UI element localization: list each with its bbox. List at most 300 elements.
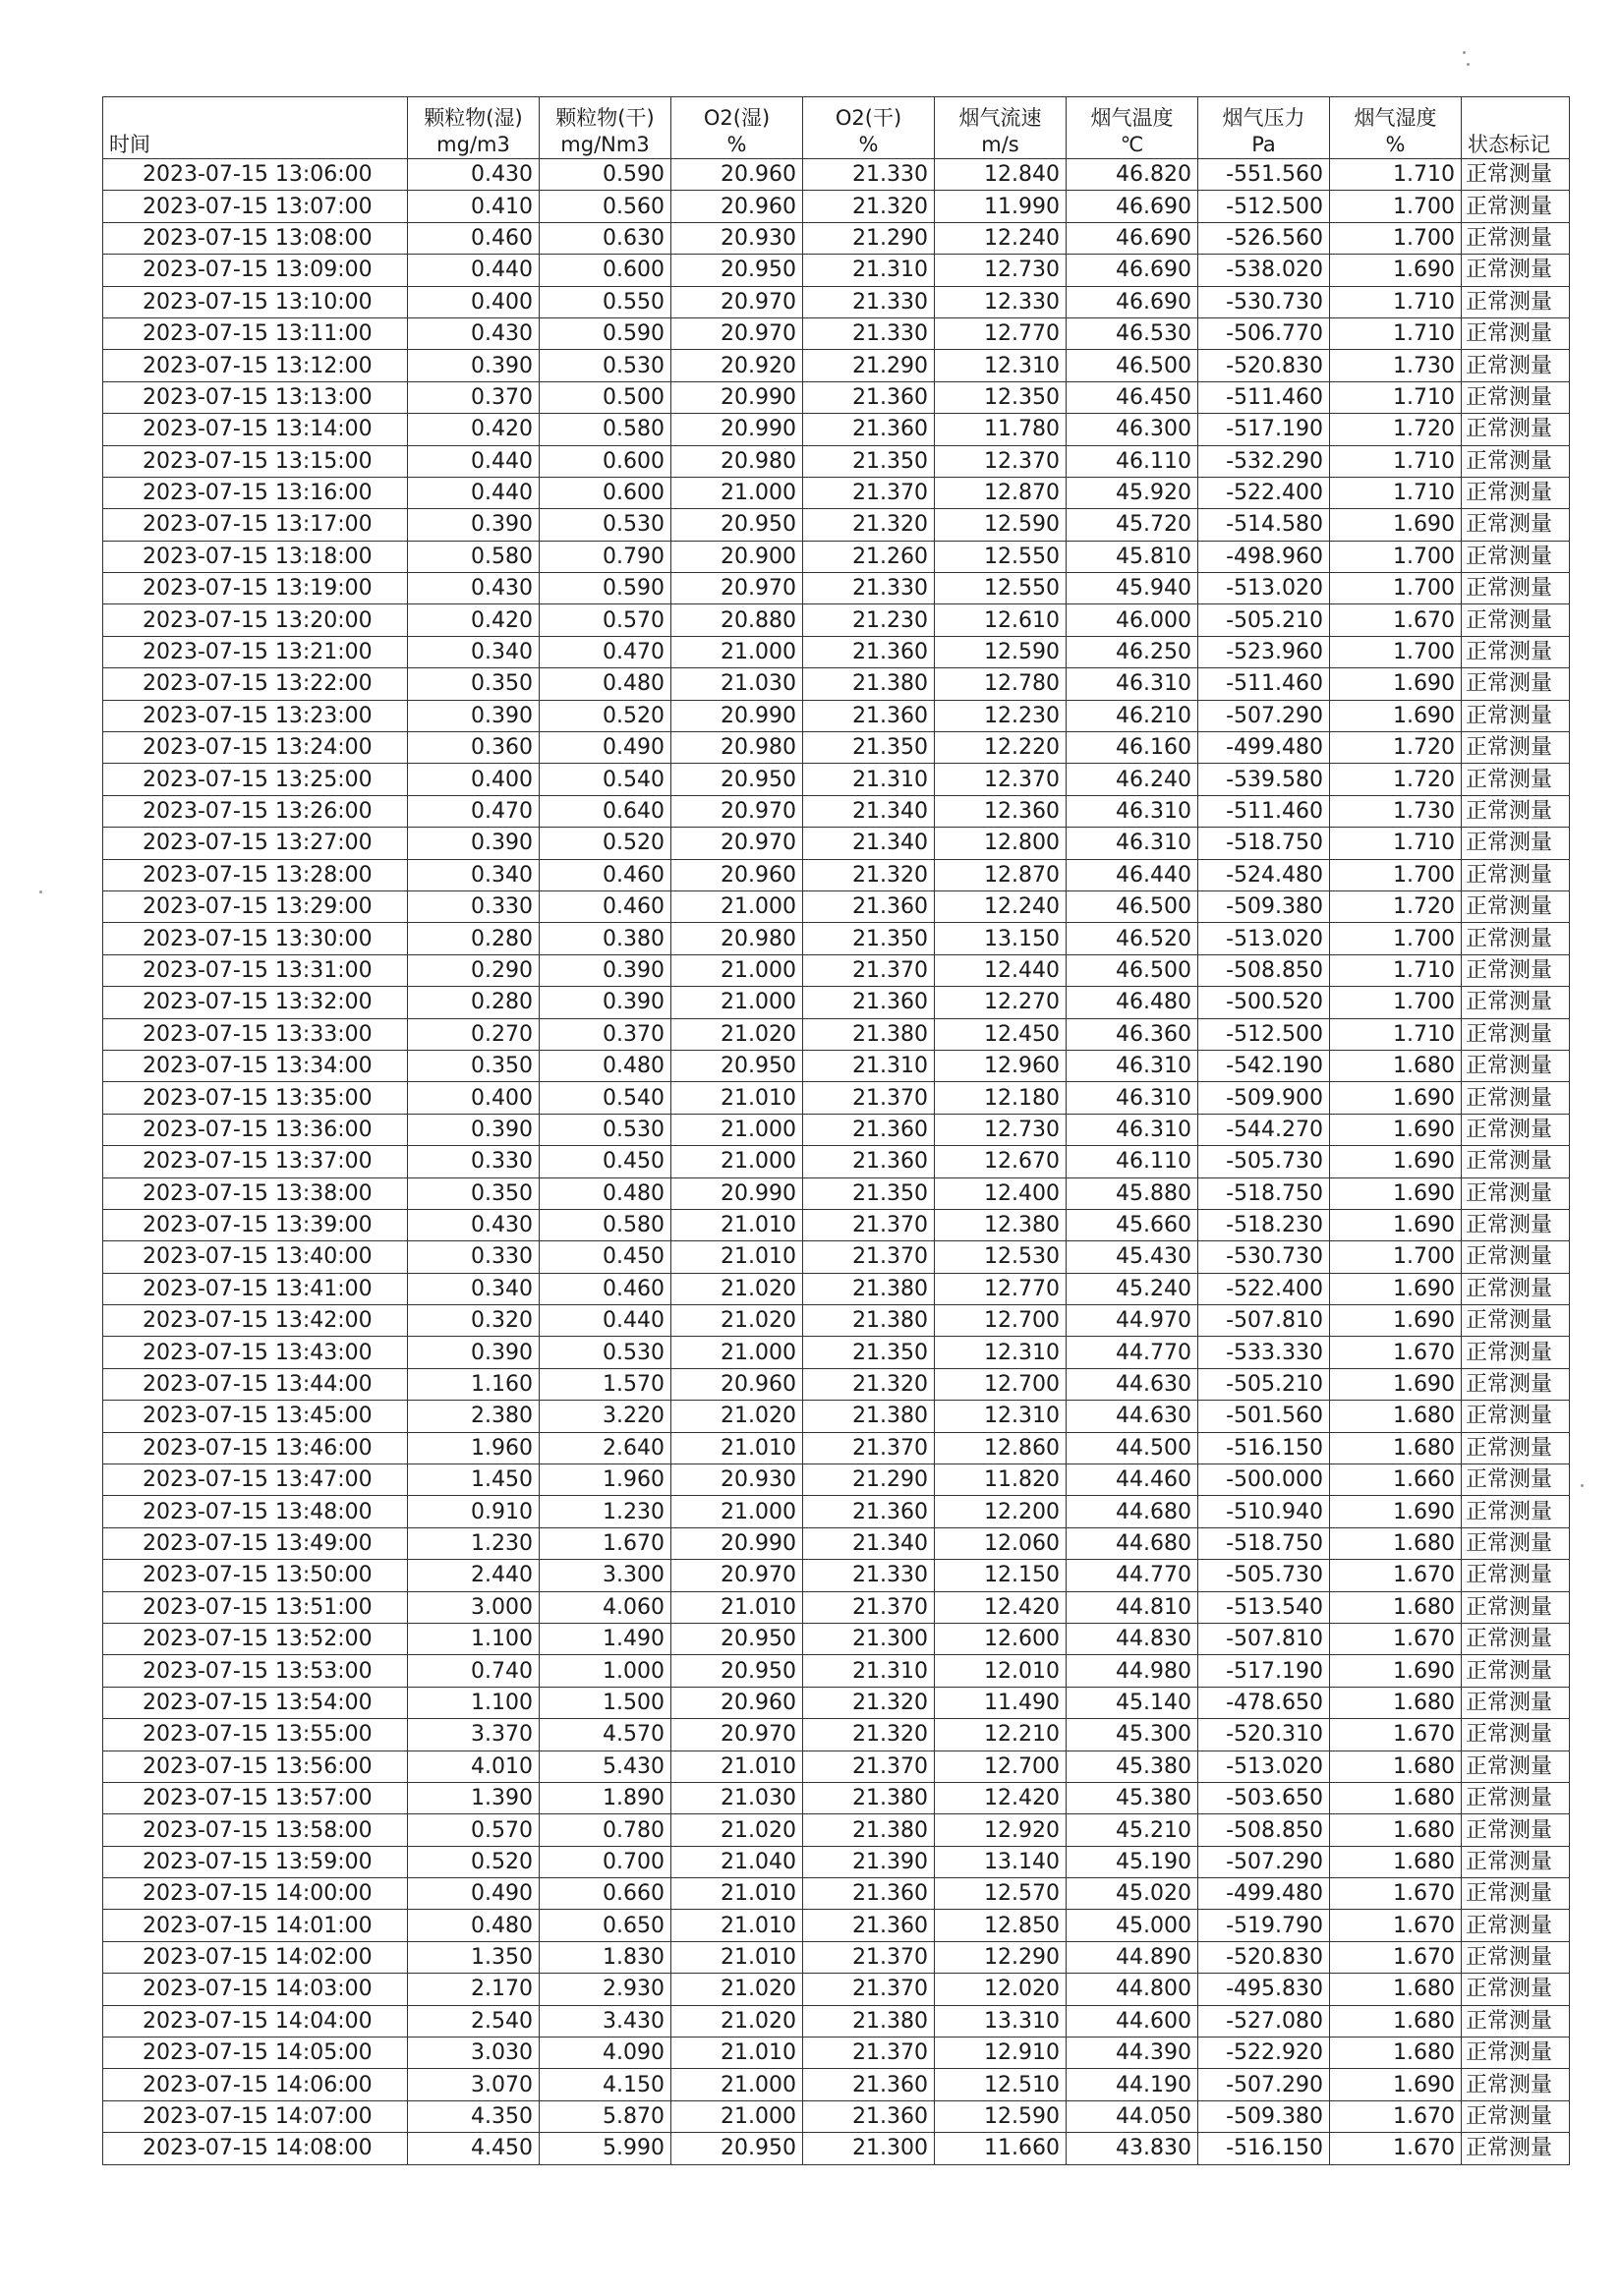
value-cell: 21.000: [671, 2069, 803, 2100]
value-cell: 20.950: [671, 1623, 803, 1654]
value-cell: 21.010: [671, 1751, 803, 1782]
status-cell: 正常测量: [1462, 2038, 1570, 2069]
value-cell: 20.930: [671, 222, 803, 254]
value-cell: 21.360: [803, 987, 935, 1018]
value-cell: 21.380: [803, 1814, 935, 1846]
value-cell: -518.750: [1198, 1527, 1330, 1559]
scan-speck: [1463, 51, 1466, 54]
table-row: [103, 764, 1570, 795]
value-cell: 12.240: [935, 222, 1067, 254]
status-cell: 正常测量: [1462, 1432, 1570, 1464]
value-cell: 0.400: [408, 1082, 540, 1114]
value-cell: 1.680: [1330, 1751, 1462, 1782]
value-cell: 21.000: [671, 954, 803, 986]
table-row: [103, 1655, 1570, 1687]
table-row: [103, 2038, 1570, 2069]
value-cell: -542.190: [1198, 1050, 1330, 1081]
value-cell: 46.250: [1067, 636, 1198, 667]
value-cell: -495.830: [1198, 1974, 1330, 2005]
value-cell: 0.460: [540, 890, 671, 922]
value-cell: 46.310: [1067, 668, 1198, 700]
table-row: [103, 828, 1570, 859]
value-cell: 45.940: [1067, 573, 1198, 604]
value-cell: -518.750: [1198, 1177, 1330, 1209]
value-cell: 45.140: [1067, 1687, 1198, 1718]
value-cell: 4.010: [408, 1751, 540, 1782]
value-cell: 4.350: [408, 2100, 540, 2132]
status-cell: 正常测量: [1462, 1018, 1570, 1050]
value-cell: -500.520: [1198, 987, 1330, 1018]
column-header-line2: %: [1385, 133, 1406, 156]
status-cell: 正常测量: [1462, 1401, 1570, 1432]
value-cell: -523.960: [1198, 636, 1330, 667]
status-cell: 正常测量: [1462, 1655, 1570, 1687]
value-cell: 12.350: [935, 381, 1067, 413]
status-cell: 正常测量: [1462, 2133, 1570, 2164]
status-cell: 正常测量: [1462, 2100, 1570, 2132]
value-cell: 1.680: [1330, 1591, 1462, 1623]
value-cell: 46.690: [1067, 222, 1198, 254]
value-cell: 21.360: [803, 381, 935, 413]
value-cell: -511.460: [1198, 795, 1330, 827]
table-row: [103, 159, 1570, 191]
value-cell: 0.590: [540, 573, 671, 604]
time-cell: 2023-07-15 14:05:00: [103, 2038, 408, 2069]
time-cell: 2023-07-15 13:55:00: [103, 1719, 408, 1751]
value-cell: -507.810: [1198, 1623, 1330, 1654]
column-header-line2: Pa: [1251, 133, 1276, 156]
value-cell: 1.350: [408, 1941, 540, 1973]
table-row: [103, 1719, 1570, 1751]
value-cell: 1.700: [1330, 541, 1462, 572]
value-cell: 46.820: [1067, 159, 1198, 191]
time-cell: 2023-07-15 13:24:00: [103, 732, 408, 764]
value-cell: 21.010: [671, 1082, 803, 1114]
value-cell: 0.580: [540, 414, 671, 445]
value-cell: 20.990: [671, 414, 803, 445]
value-cell: 45.430: [1067, 1241, 1198, 1273]
value-cell: -544.270: [1198, 1114, 1330, 1145]
status-cell: 正常测量: [1462, 1464, 1570, 1496]
table-row: [103, 509, 1570, 541]
value-cell: -478.650: [1198, 1687, 1330, 1718]
value-cell: 45.000: [1067, 1910, 1198, 1941]
table-row: [103, 1782, 1570, 1813]
value-cell: 1.710: [1330, 317, 1462, 349]
time-cell: 2023-07-15 13:43:00: [103, 1337, 408, 1368]
value-cell: 21.020: [671, 1273, 803, 1304]
value-cell: 13.310: [935, 2005, 1067, 2037]
time-cell: 2023-07-15 13:40:00: [103, 1241, 408, 1273]
value-cell: 44.680: [1067, 1527, 1198, 1559]
value-cell: 21.020: [671, 1401, 803, 1432]
table-row: [103, 1177, 1570, 1209]
table-row: [103, 2100, 1570, 2132]
value-cell: 1.700: [1330, 573, 1462, 604]
status-cell: 正常测量: [1462, 159, 1570, 191]
value-cell: 0.440: [408, 477, 540, 508]
value-cell: 20.950: [671, 255, 803, 286]
column-header: [1462, 97, 1570, 159]
value-cell: 1.680: [1330, 1814, 1462, 1846]
table-row: [103, 604, 1570, 636]
column-header-line1: 烟气温度: [1090, 106, 1174, 130]
value-cell: 21.010: [671, 1432, 803, 1464]
value-cell: -505.730: [1198, 1146, 1330, 1177]
status-cell: 正常测量: [1462, 795, 1570, 827]
value-cell: 0.520: [408, 1846, 540, 1877]
value-cell: 12.450: [935, 1018, 1067, 1050]
table-row: [103, 700, 1570, 731]
status-cell: 正常测量: [1462, 923, 1570, 954]
table-body: [103, 159, 1570, 2165]
value-cell: 0.580: [540, 1209, 671, 1240]
value-cell: 20.980: [671, 732, 803, 764]
value-cell: 0.390: [408, 509, 540, 541]
value-cell: -530.730: [1198, 286, 1330, 317]
value-cell: -512.500: [1198, 1018, 1330, 1050]
value-cell: 21.030: [671, 1782, 803, 1813]
table-row: [103, 414, 1570, 445]
status-cell: 正常测量: [1462, 1846, 1570, 1877]
value-cell: 12.590: [935, 509, 1067, 541]
value-cell: 1.160: [408, 1368, 540, 1400]
value-cell: 21.010: [671, 1941, 803, 1973]
value-cell: -503.650: [1198, 1782, 1330, 1813]
value-cell: 21.350: [803, 1337, 935, 1368]
time-cell: 2023-07-15 13:07:00: [103, 191, 408, 222]
value-cell: 12.370: [935, 764, 1067, 795]
value-cell: 12.230: [935, 700, 1067, 731]
value-cell: 46.690: [1067, 286, 1198, 317]
value-cell: 2.440: [408, 1560, 540, 1591]
column-header: [935, 97, 1067, 159]
value-cell: 21.290: [803, 350, 935, 381]
status-cell: 正常测量: [1462, 1050, 1570, 1081]
time-cell: 2023-07-15 14:03:00: [103, 1974, 408, 2005]
value-cell: -514.580: [1198, 509, 1330, 541]
value-cell: -508.850: [1198, 1814, 1330, 1846]
table-row: [103, 1846, 1570, 1877]
status-cell: 正常测量: [1462, 350, 1570, 381]
value-cell: -539.580: [1198, 764, 1330, 795]
value-cell: 0.420: [408, 414, 540, 445]
time-cell: 2023-07-15 14:06:00: [103, 2069, 408, 2100]
value-cell: 11.660: [935, 2133, 1067, 2164]
table-row: [103, 222, 1570, 254]
status-cell: 正常测量: [1462, 2069, 1570, 2100]
status-cell: 正常测量: [1462, 828, 1570, 859]
value-cell: 0.370: [540, 1018, 671, 1050]
time-cell: 2023-07-15 13:37:00: [103, 1146, 408, 1177]
value-cell: 1.730: [1330, 350, 1462, 381]
value-cell: 20.880: [671, 604, 803, 636]
value-cell: 46.500: [1067, 350, 1198, 381]
value-cell: 45.810: [1067, 541, 1198, 572]
value-cell: 43.830: [1067, 2133, 1198, 2164]
value-cell: 44.890: [1067, 1941, 1198, 1973]
value-cell: 0.490: [408, 1878, 540, 1910]
value-cell: 12.850: [935, 1910, 1067, 1941]
value-cell: 21.340: [803, 795, 935, 827]
status-cell: 正常测量: [1462, 191, 1570, 222]
value-cell: -509.900: [1198, 1082, 1330, 1114]
value-cell: 0.480: [408, 1910, 540, 1941]
value-cell: -516.150: [1198, 1432, 1330, 1464]
time-cell: 2023-07-15 13:16:00: [103, 477, 408, 508]
value-cell: 0.600: [540, 255, 671, 286]
value-cell: 46.500: [1067, 890, 1198, 922]
value-cell: 1.670: [540, 1527, 671, 1559]
time-cell: 2023-07-15 13:09:00: [103, 255, 408, 286]
column-header: [540, 97, 671, 159]
status-cell: 正常测量: [1462, 890, 1570, 922]
value-cell: -538.020: [1198, 255, 1330, 286]
value-cell: 12.700: [935, 1751, 1067, 1782]
value-cell: 21.330: [803, 286, 935, 317]
column-header-line2: %: [726, 133, 747, 156]
value-cell: -530.730: [1198, 1241, 1330, 1273]
column-header: [1067, 97, 1198, 159]
status-cell: 正常测量: [1462, 1974, 1570, 2005]
status-cell: 正常测量: [1462, 764, 1570, 795]
value-cell: 1.230: [540, 1496, 671, 1527]
value-cell: 0.660: [540, 1878, 671, 1910]
value-cell: 20.970: [671, 317, 803, 349]
value-cell: -512.500: [1198, 191, 1330, 222]
status-cell: 正常测量: [1462, 1177, 1570, 1209]
value-cell: 21.010: [671, 1209, 803, 1240]
value-cell: 21.360: [803, 890, 935, 922]
time-cell: 2023-07-15 13:30:00: [103, 923, 408, 954]
value-cell: 1.680: [1330, 1432, 1462, 1464]
value-cell: 12.310: [935, 1401, 1067, 1432]
value-cell: 21.380: [803, 668, 935, 700]
value-cell: 20.950: [671, 1050, 803, 1081]
time-cell: 2023-07-15 14:01:00: [103, 1910, 408, 1941]
value-cell: 45.020: [1067, 1878, 1198, 1910]
value-cell: 21.000: [671, 1337, 803, 1368]
status-cell: 正常测量: [1462, 2005, 1570, 2037]
value-cell: 0.320: [408, 1305, 540, 1337]
value-cell: 21.310: [803, 764, 935, 795]
value-cell: 0.430: [408, 1209, 540, 1240]
table-row: [103, 1241, 1570, 1273]
value-cell: 45.380: [1067, 1782, 1198, 1813]
value-cell: 21.000: [671, 890, 803, 922]
time-cell: 2023-07-15 13:48:00: [103, 1496, 408, 1527]
value-cell: 12.700: [935, 1305, 1067, 1337]
value-cell: 0.430: [408, 573, 540, 604]
value-cell: 5.990: [540, 2133, 671, 2164]
value-cell: 1.710: [1330, 477, 1462, 508]
value-cell: 1.700: [1330, 636, 1462, 667]
value-cell: 3.220: [540, 1401, 671, 1432]
value-cell: 1.390: [408, 1782, 540, 1813]
table-row: [103, 1910, 1570, 1941]
value-cell: 0.630: [540, 222, 671, 254]
value-cell: 1.710: [1330, 445, 1462, 477]
value-cell: 21.000: [671, 636, 803, 667]
column-header-line1: 烟气流速: [958, 106, 1042, 130]
value-cell: 44.050: [1067, 2100, 1198, 2132]
value-cell: 12.370: [935, 445, 1067, 477]
status-cell: 正常测量: [1462, 1241, 1570, 1273]
time-cell: 2023-07-15 13:27:00: [103, 828, 408, 859]
time-cell: 2023-07-15 14:02:00: [103, 1941, 408, 1973]
value-cell: 1.960: [540, 1464, 671, 1496]
value-cell: 2.540: [408, 2005, 540, 2037]
time-cell: 2023-07-15 13:17:00: [103, 509, 408, 541]
time-cell: 2023-07-15 13:42:00: [103, 1305, 408, 1337]
value-cell: 1.450: [408, 1464, 540, 1496]
value-cell: 21.370: [803, 1751, 935, 1782]
value-cell: 20.920: [671, 350, 803, 381]
value-cell: 21.290: [803, 1464, 935, 1496]
value-cell: 0.330: [408, 1146, 540, 1177]
value-cell: 21.360: [803, 1146, 935, 1177]
value-cell: 12.550: [935, 573, 1067, 604]
time-cell: 2023-07-15 13:14:00: [103, 414, 408, 445]
value-cell: 0.580: [408, 541, 540, 572]
value-cell: 45.720: [1067, 509, 1198, 541]
value-cell: 1.670: [1330, 1941, 1462, 1973]
value-cell: 1.690: [1330, 1209, 1462, 1240]
value-cell: 1.690: [1330, 1114, 1462, 1145]
value-cell: 21.370: [803, 2038, 935, 2069]
column-header: [1330, 97, 1462, 159]
time-cell: 2023-07-15 13:29:00: [103, 890, 408, 922]
value-cell: 0.280: [408, 923, 540, 954]
value-cell: 4.090: [540, 2038, 671, 2069]
time-cell: 2023-07-15 13:39:00: [103, 1209, 408, 1240]
value-cell: 21.300: [803, 1623, 935, 1654]
value-cell: 12.310: [935, 1337, 1067, 1368]
value-cell: 0.430: [408, 317, 540, 349]
value-cell: 12.570: [935, 1878, 1067, 1910]
value-cell: 2.380: [408, 1401, 540, 1432]
status-cell: 正常测量: [1462, 1751, 1570, 1782]
time-cell: 2023-07-15 13:33:00: [103, 1018, 408, 1050]
value-cell: 0.340: [408, 859, 540, 890]
time-cell: 2023-07-15 13:26:00: [103, 795, 408, 827]
value-cell: 12.360: [935, 795, 1067, 827]
time-cell: 2023-07-15 14:04:00: [103, 2005, 408, 2037]
value-cell: 21.380: [803, 2005, 935, 2037]
status-cell: 正常测量: [1462, 636, 1570, 667]
value-cell: -510.940: [1198, 1496, 1330, 1527]
value-cell: 12.060: [935, 1527, 1067, 1559]
time-cell: 2023-07-15 13:10:00: [103, 286, 408, 317]
value-cell: 21.000: [671, 1496, 803, 1527]
value-cell: 21.360: [803, 636, 935, 667]
value-cell: 21.020: [671, 1018, 803, 1050]
value-cell: 21.380: [803, 1305, 935, 1337]
value-cell: 21.010: [671, 1910, 803, 1941]
table-row: [103, 1941, 1570, 1973]
value-cell: -520.830: [1198, 1941, 1330, 1973]
time-cell: 2023-07-15 13:41:00: [103, 1273, 408, 1304]
value-cell: 44.810: [1067, 1591, 1198, 1623]
header-row: [103, 97, 1570, 159]
value-cell: 0.340: [408, 1273, 540, 1304]
table-row: [103, 1273, 1570, 1304]
value-cell: 12.770: [935, 1273, 1067, 1304]
value-cell: 21.000: [671, 1114, 803, 1145]
value-cell: 1.670: [1330, 1878, 1462, 1910]
value-cell: 45.210: [1067, 1814, 1198, 1846]
value-cell: 13.150: [935, 923, 1067, 954]
value-cell: 1.680: [1330, 1846, 1462, 1877]
value-cell: -517.190: [1198, 1655, 1330, 1687]
value-cell: -526.560: [1198, 222, 1330, 254]
value-cell: 0.570: [540, 604, 671, 636]
value-cell: 21.010: [671, 1591, 803, 1623]
value-cell: 21.330: [803, 1560, 935, 1591]
value-cell: 3.430: [540, 2005, 671, 2037]
value-cell: 1.680: [1330, 1782, 1462, 1813]
table-row: [103, 1527, 1570, 1559]
value-cell: 11.490: [935, 1687, 1067, 1718]
value-cell: 0.450: [540, 1146, 671, 1177]
table-row: [103, 923, 1570, 954]
value-cell: 46.500: [1067, 954, 1198, 986]
column-header-line2: mg/m3: [436, 133, 510, 156]
value-cell: 46.310: [1067, 1050, 1198, 1081]
value-cell: 0.350: [408, 1177, 540, 1209]
value-cell: -507.290: [1198, 700, 1330, 731]
value-cell: 1.690: [1330, 1146, 1462, 1177]
value-cell: 0.440: [408, 445, 540, 477]
table-row: [103, 1146, 1570, 1177]
time-cell: 2023-07-15 13:12:00: [103, 350, 408, 381]
value-cell: 1.100: [408, 1687, 540, 1718]
value-cell: 4.060: [540, 1591, 671, 1623]
status-cell: 正常测量: [1462, 1496, 1570, 1527]
time-cell: 2023-07-15 13:57:00: [103, 1782, 408, 1813]
value-cell: 0.440: [408, 255, 540, 286]
value-cell: 12.860: [935, 1432, 1067, 1464]
table-row: [103, 1496, 1570, 1527]
column-header-line2: 时间: [109, 133, 150, 156]
value-cell: -533.330: [1198, 1337, 1330, 1368]
value-cell: 45.660: [1067, 1209, 1198, 1240]
value-cell: 1.670: [1330, 1719, 1462, 1751]
value-cell: -505.210: [1198, 1368, 1330, 1400]
value-cell: 12.310: [935, 350, 1067, 381]
value-cell: 12.010: [935, 1655, 1067, 1687]
value-cell: 3.030: [408, 2038, 540, 2069]
value-cell: 21.300: [803, 2133, 935, 2164]
column-header: [803, 97, 935, 159]
value-cell: 0.530: [540, 350, 671, 381]
table-row: [103, 2069, 1570, 2100]
time-cell: 2023-07-15 13:11:00: [103, 317, 408, 349]
value-cell: 0.700: [540, 1846, 671, 1877]
value-cell: 21.340: [803, 828, 935, 859]
value-cell: 12.330: [935, 286, 1067, 317]
value-cell: -551.560: [1198, 159, 1330, 191]
value-cell: 20.970: [671, 828, 803, 859]
value-cell: 1.700: [1330, 1241, 1462, 1273]
value-cell: 44.600: [1067, 2005, 1198, 2037]
value-cell: 21.380: [803, 1273, 935, 1304]
value-cell: -509.380: [1198, 890, 1330, 922]
value-cell: 44.460: [1067, 1464, 1198, 1496]
value-cell: 13.140: [935, 1846, 1067, 1877]
value-cell: 0.500: [540, 381, 671, 413]
value-cell: 12.780: [935, 668, 1067, 700]
